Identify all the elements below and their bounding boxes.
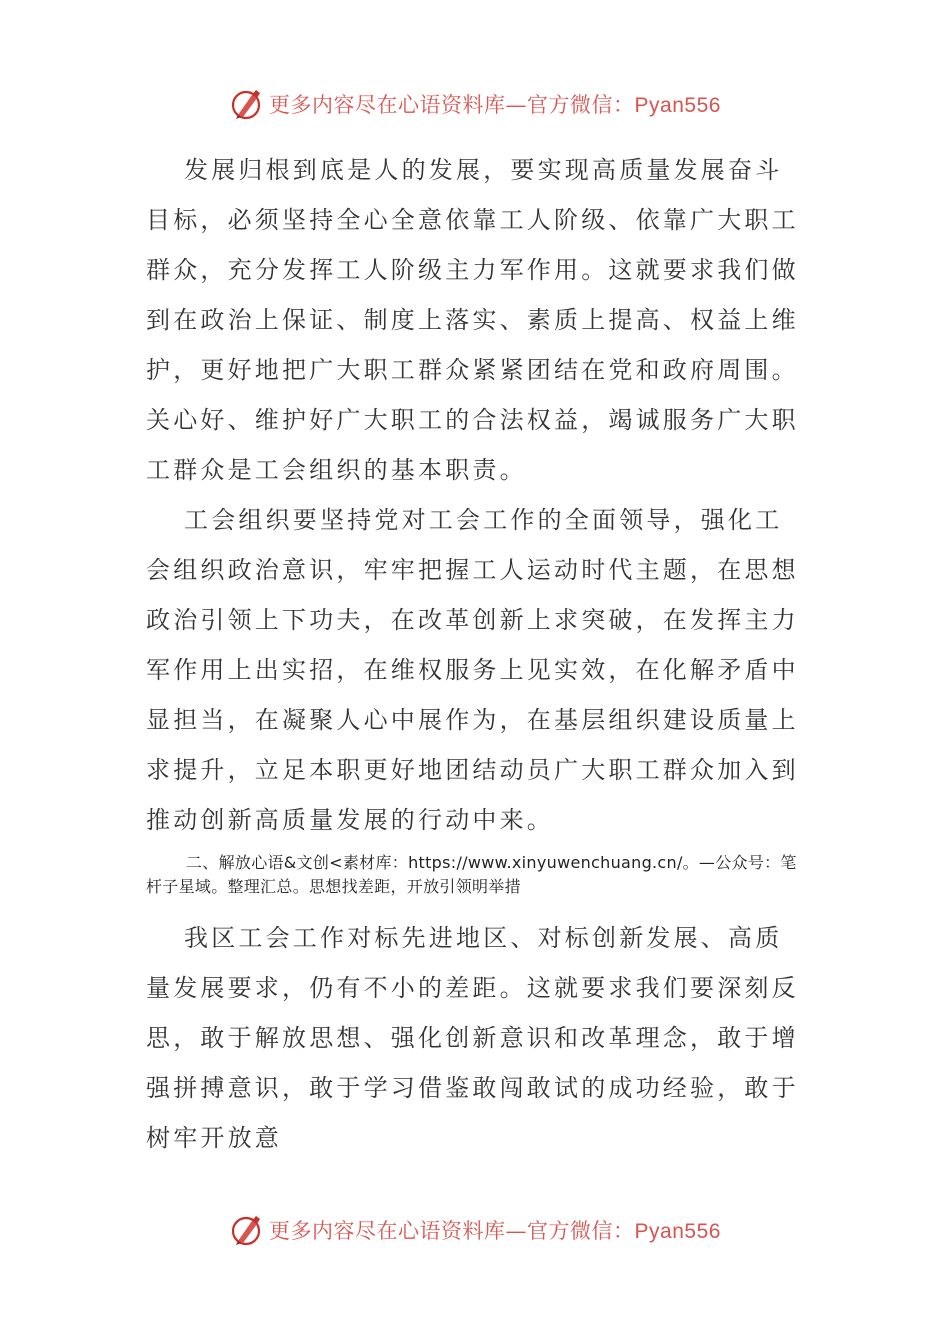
paragraph-2: 工会组织要坚持党对工会工作的全面领导，强化工会组织政治意识，牢牢把握工人运动时代主题，在思想政治引领上下功夫，在改革创新上求突破，在发挥主力军作用上出实招，在维权服务上见实效，在化解矛盾中显担当，在凝聚人心中展作为，在基层组织建设质量上求提升，立足本职更好地团结动员广大职工群众加入到推动创新高质量发展的行动中来。	[146, 506, 799, 834]
paragraph-3: 我区工会工作对标先进地区、对标创新发展、高质量发展要求，仍有不小的差距。这就要求我们要深刻反思，敢于解放思想、强化创新意识和改革理念，敢于增强拼搏意识，敢于学习借鉴敢闯敢试的成功经验，敢于树牢开放意	[146, 924, 799, 1152]
wechat-id: Pyan556	[634, 1220, 721, 1243]
paragraph-1: 发展归根到底是人的发展，要实现高质量发展奋斗目标，必须坚持全心全意依靠工人阶级、依靠广大职工群众，充分发挥工人阶级主力军作用。这就要求我们做到在政治上保证、制度上落实、素质上提高、权益上维护，更好地把广大职工群众紧紧团结在党和政府周围。关心好、维护好广大职工的合法权益，竭诚服务广大职工群众是工会组织的基本职责。	[146, 156, 799, 484]
pen-logo-icon	[229, 86, 265, 122]
pen-logo-icon	[229, 1212, 265, 1248]
section-heading-note: 二、解放心语&文创<素材库：https://www.xinyuwenchuang.cn/。—公众号：笔杆子星域。整理汇总。思想找差距，开放引领明举措	[146, 853, 797, 896]
banner-text: 更多内容尽在心语资料库—官方微信：Pyan556	[269, 1219, 721, 1243]
header-watermark-banner	[0, 82, 950, 126]
footer-watermark-banner	[0, 1208, 950, 1252]
document-body	[146, 145, 806, 1163]
banner-text: 更多内容尽在心语资料库—官方微信：Pyan556	[269, 93, 721, 117]
wechat-id: Pyan556	[634, 94, 721, 117]
